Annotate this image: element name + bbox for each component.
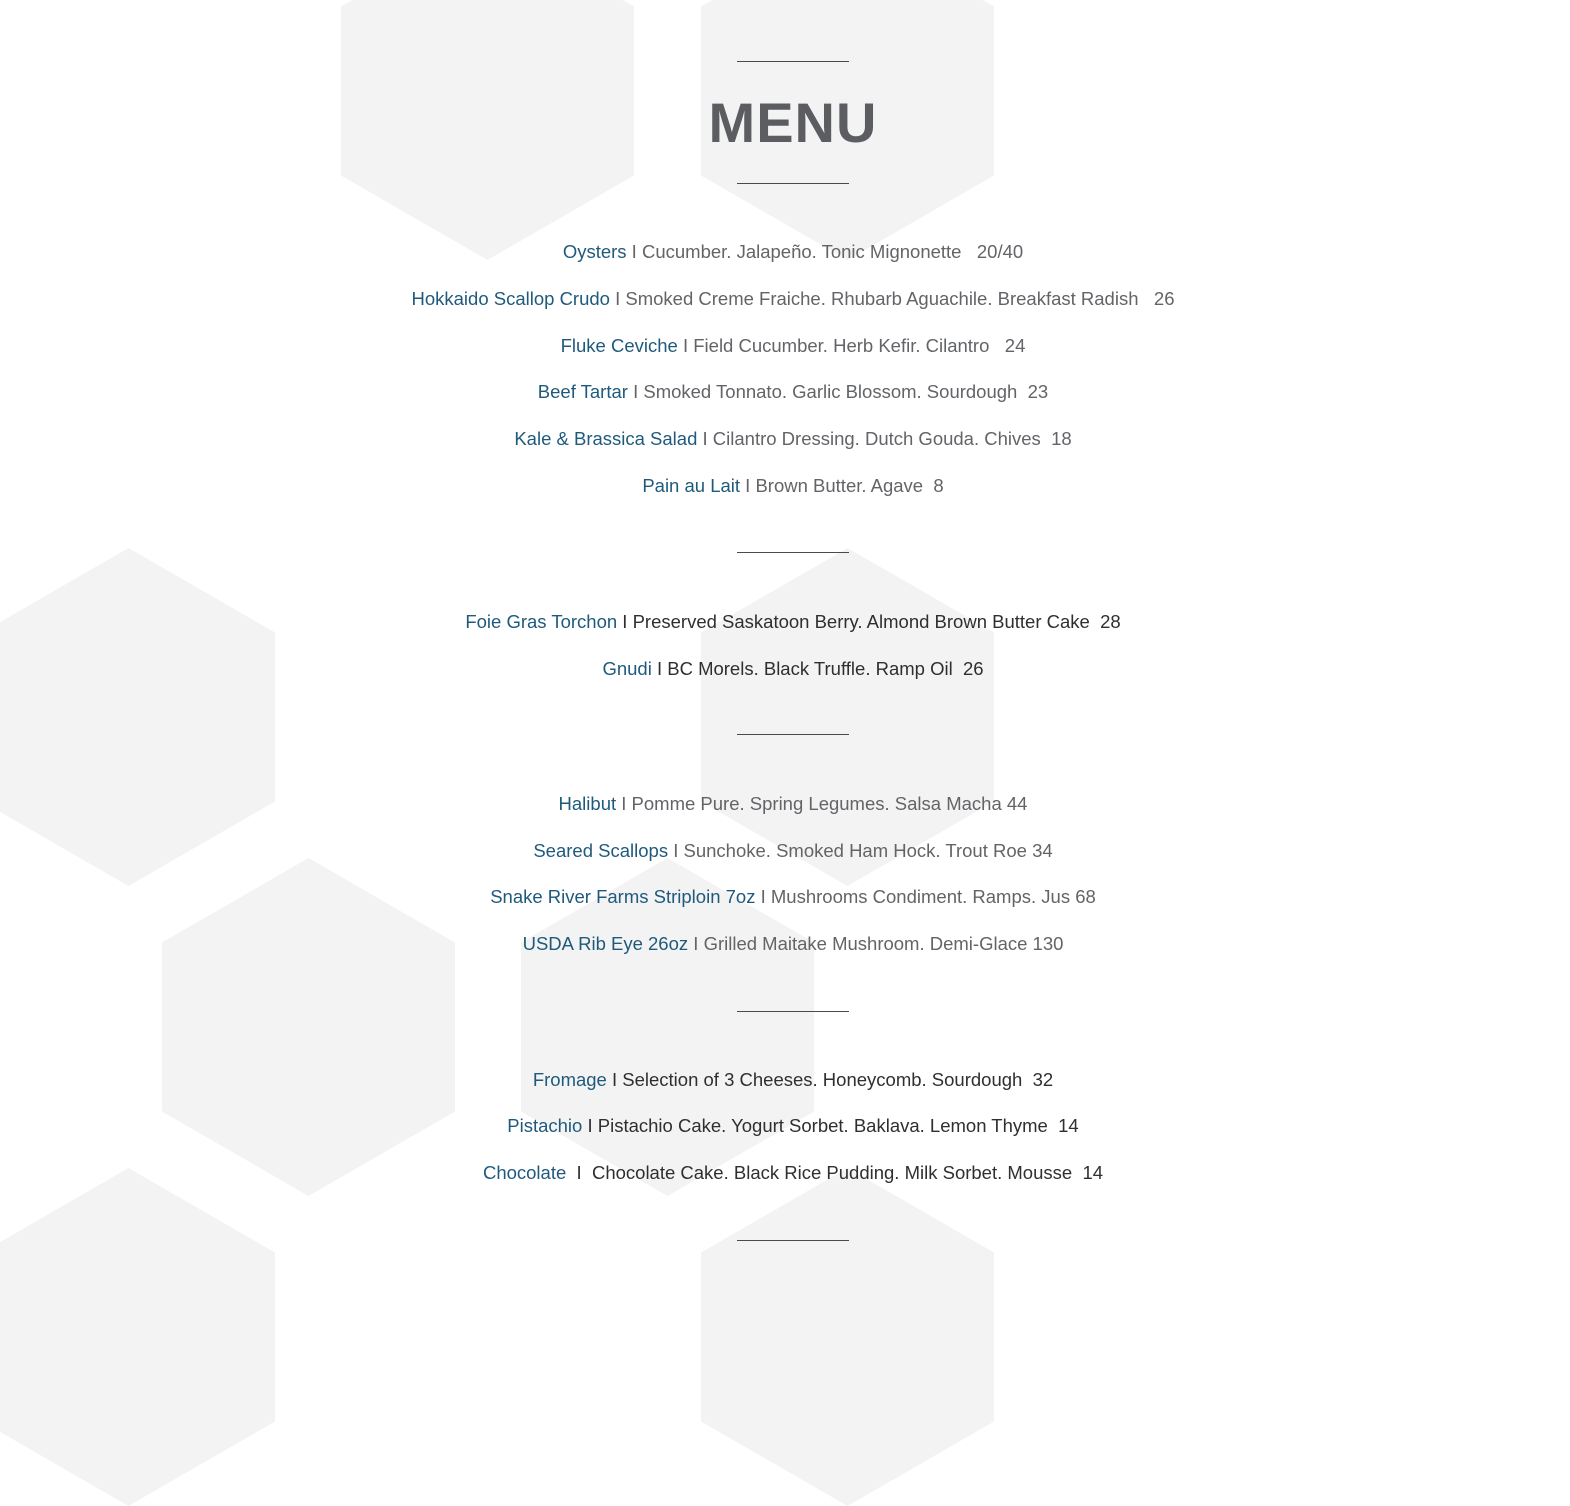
menu-item-price: 32: [1032, 1069, 1054, 1090]
menu-item: [0, 427, 1570, 451]
menu-item: [0, 657, 1570, 681]
menu-title: MENU: [708, 91, 878, 154]
menu-item-price: 34: [1032, 840, 1053, 861]
menu-item: [0, 1114, 1570, 1138]
menu-item-name: Seared Scallops: [533, 840, 669, 861]
menu-item: [0, 610, 1570, 634]
divider: [737, 1011, 849, 1012]
divider: [737, 61, 849, 62]
divider: [737, 552, 849, 553]
separator: I: [668, 840, 684, 861]
separator: I: [688, 933, 704, 954]
menu-item-description: Smoked Tonnato. Garlic Blossom. Sourdough: [643, 381, 1018, 402]
menu-item-price: 44: [1006, 793, 1028, 814]
separator: I: [677, 335, 694, 356]
menu-item-price: 20/40: [976, 241, 1024, 262]
menu-item: [0, 474, 1570, 498]
menu-item-price: 28: [1100, 611, 1121, 632]
menu-item-description: Grilled Maitake Mushroom. Demi-Glace: [703, 933, 1028, 954]
menu-item-description: Cucumber. Jalapeño. Tonic Mignonette: [641, 241, 962, 262]
separator: I: [616, 793, 632, 814]
separator: I: [627, 381, 644, 402]
menu-item-price: 24: [1004, 335, 1026, 356]
menu-item-name: Chocolate: [482, 1162, 567, 1183]
menu-item-description: Pomme Pure. Spring Legumes. Salsa Macha: [631, 793, 1002, 814]
menu-item-price: 23: [1027, 381, 1049, 402]
menu-item-name: Snake River Farms Striploin 7oz: [490, 886, 756, 907]
menu-item: [0, 1068, 1570, 1092]
divider: [737, 183, 849, 184]
menu-item: [0, 380, 1570, 404]
menu-item-description: Pistachio Cake. Yogurt Sorbet. Baklava. Lemon Thyme: [597, 1115, 1048, 1136]
menu-item: [0, 240, 1570, 264]
menu-item-name: Foie Gras Torchon: [465, 611, 618, 632]
menu-item: [0, 334, 1570, 358]
menu-item-name: Fluke Ceviche: [560, 335, 678, 356]
separator: I: [606, 1069, 623, 1090]
menu-item-price: 18: [1051, 428, 1072, 449]
separator: I: [651, 658, 668, 679]
menu-item-description: Smoked Creme Fraiche. Rhubarb Aguachile. Breakfast Radish: [625, 288, 1139, 309]
menu-item-price: 8: [933, 475, 944, 496]
separator: I: [697, 428, 713, 449]
menu-item-name: Oysters: [562, 241, 627, 262]
menu-item-description: Field Cucumber. Herb Kefir. Cilantro: [693, 335, 990, 356]
menu-item: [0, 932, 1570, 956]
divider: [737, 1240, 849, 1241]
separator: I: [740, 475, 756, 496]
menu-item-price: 26: [1153, 288, 1175, 309]
menu-item: [0, 792, 1570, 816]
menu-item-description: Preserved Saskatoon Berry. Almond Brown Butter Cake: [632, 611, 1090, 632]
menu-item-description: Mushrooms Condiment. Ramps. Jus: [770, 886, 1071, 907]
separator: I: [609, 288, 626, 309]
menu-item: [0, 1161, 1570, 1185]
menu-item-name: Halibut: [558, 793, 617, 814]
menu-item-price: 26: [962, 658, 984, 679]
separator: I: [755, 886, 771, 907]
menu-item-price: 68: [1075, 886, 1096, 907]
separator: I: [582, 1115, 598, 1136]
menu-item-name: Gnudi: [602, 658, 652, 679]
menu-item: [0, 885, 1570, 909]
menu-item-name: USDA Rib Eye 26oz: [522, 933, 689, 954]
menu-item-name: Kale & Brassica Salad: [514, 428, 698, 449]
separator: I: [617, 611, 633, 632]
separator: I: [626, 241, 642, 262]
divider: [737, 734, 849, 735]
menu-item-name: Pain au Lait: [642, 475, 741, 496]
menu-item-description: Sunchoke. Smoked Ham Hock. Trout Roe: [683, 840, 1027, 861]
menu-item-price: 14: [1082, 1162, 1104, 1183]
menu-item-description: Chocolate Cake. Black Rice Pudding. Milk Sorbet. Mousse: [591, 1162, 1073, 1183]
menu-item-description: Selection of 3 Cheeses. Honeycomb. Sourdough: [622, 1069, 1023, 1090]
separator: I: [566, 1162, 592, 1183]
menu-item-price: 14: [1058, 1115, 1079, 1136]
menu-item-name: Hokkaido Scallop Crudo: [411, 288, 610, 309]
menu-item: [0, 287, 1570, 311]
menu-item-description: Cilantro Dressing. Dutch Gouda. Chives: [712, 428, 1041, 449]
menu-item-name: Pistachio: [507, 1115, 583, 1136]
menu-item-description: BC Morels. Black Truffle. Ramp Oil: [667, 658, 953, 679]
menu-item-price: 130: [1032, 933, 1064, 954]
menu-item-name: Beef Tartar: [537, 381, 628, 402]
menu-item-name: Fromage: [532, 1069, 607, 1090]
menu-item: [0, 839, 1570, 863]
menu-item-description: Brown Butter. Agave: [755, 475, 924, 496]
